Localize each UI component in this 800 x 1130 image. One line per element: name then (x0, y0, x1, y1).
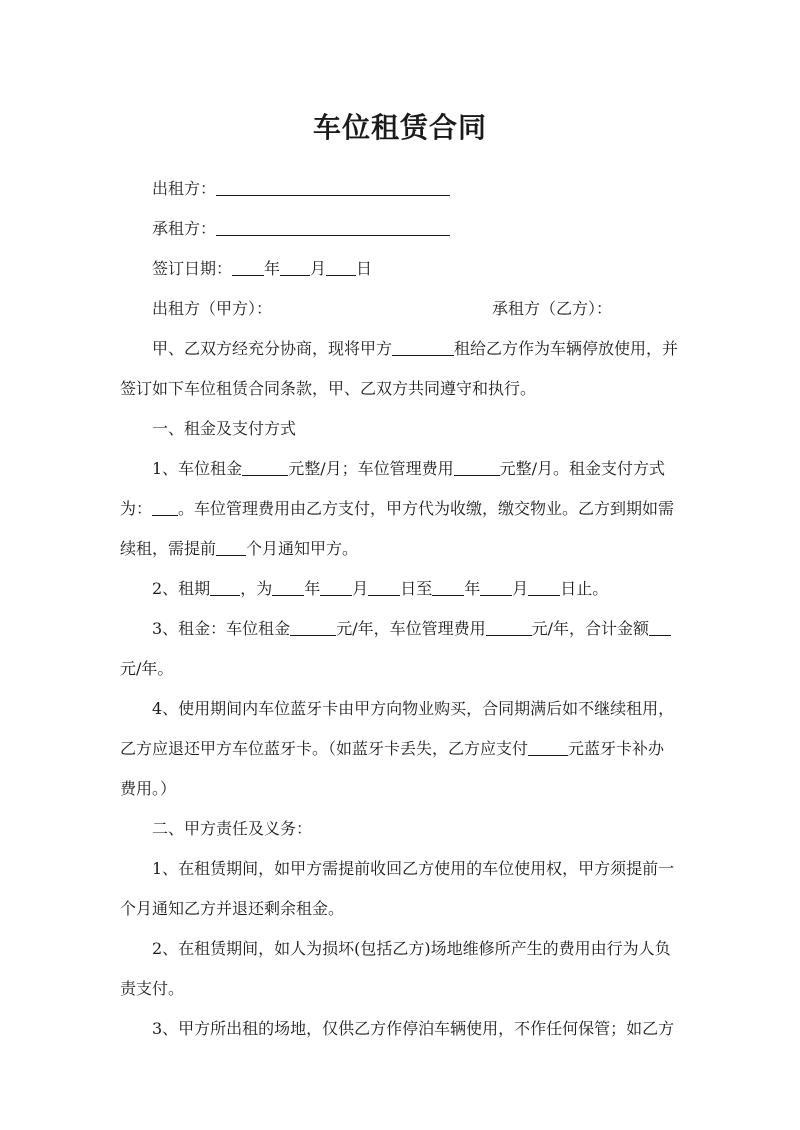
sign-date-field (152, 256, 680, 279)
clause-2-text-c: 年 (304, 579, 321, 598)
section-1-heading: 一、租金及支付方式 (152, 419, 297, 438)
year-unit: 年 (264, 259, 281, 278)
intro-text-b: 租给乙方作为车辆停放使用，并 (454, 339, 679, 358)
clause-1-line-2 (120, 496, 680, 519)
rent-year-blank[interactable] (290, 619, 336, 636)
section-2-heading: 二、甲方责任及义务： (152, 819, 313, 838)
fee-month-blank[interactable] (454, 459, 500, 476)
day-unit: 日 (356, 259, 373, 278)
clause-1-text-b: 元整/月；车位管理费用 (288, 459, 454, 478)
end-day-blank[interactable] (528, 579, 560, 596)
clause-4-text-a: 乙方应退还甲方车位蓝牙卡。（如蓝牙卡丢失，乙方应支付 (120, 739, 529, 758)
clause-2-line (152, 576, 680, 599)
end-month-blank[interactable] (480, 579, 512, 596)
clause-1-text-f: 续租，需提前 (120, 539, 217, 558)
clause-1-text-c: 元整/月。租金支付方式 (499, 459, 665, 478)
start-month-blank[interactable] (320, 579, 352, 596)
document-title: 车位租赁合同 (312, 111, 487, 144)
lessee-label: 承租方： (152, 219, 217, 238)
payment-method-blank[interactable] (152, 499, 178, 516)
clause-2-text-h: 日止。 (560, 579, 609, 598)
clause-4-line-1: 4、使用期间内车位蓝牙卡由甲方向物业购买，合同期满后如不继续租用， (152, 699, 675, 718)
lessor-field (152, 176, 680, 199)
duty-1-line-1: 1、在租赁期间，如甲方需提前收回乙方使用的车位使用权，甲方须提前一 (152, 859, 675, 878)
parties-line (152, 296, 680, 319)
month-blank[interactable] (280, 259, 310, 276)
clause-3-line-2: 元/年。 (120, 659, 174, 678)
date-label: 签订日期： (152, 259, 233, 278)
clause-2-text-f: 年 (464, 579, 481, 598)
clause-1-text-a: 1、车位租金 (152, 459, 243, 478)
clause-1-line-1 (152, 456, 680, 479)
end-year-blank[interactable] (432, 579, 464, 596)
lessee-blank[interactable] (216, 219, 450, 236)
clause-3-text-b: 元/年，车位管理费用 (336, 619, 486, 638)
clause-2-text-e: 日至 (400, 579, 433, 598)
clause-2-text-d: 月 (352, 579, 369, 598)
intro-line-1 (152, 336, 680, 359)
total-blank[interactable] (649, 619, 671, 636)
clause-1-text-d: 为： (120, 499, 153, 518)
clause-3-line-1 (152, 616, 680, 639)
lessor-label: 出租方： (152, 179, 217, 198)
clause-4-line-2 (120, 736, 680, 759)
clause-1-line-3 (120, 536, 680, 559)
intro-text-a: 甲、乙双方经充分协商，现将甲方 (152, 339, 393, 358)
start-day-blank[interactable] (368, 579, 400, 596)
year-blank[interactable] (232, 259, 264, 276)
intro-line-2: 签订如下车位租赁合同条款，甲、乙双方共同遵守和执行。 (120, 379, 537, 398)
clause-2-text-g: 月 (512, 579, 529, 598)
clause-1-text-g: 个月通知甲方。 (246, 539, 359, 558)
clause-4-text-b: 元蓝牙卡补办 (568, 739, 665, 758)
lessor-blank[interactable] (216, 179, 450, 196)
clause-3-text-c: 元/年，合计金额 (531, 619, 649, 638)
clause-4-line-3: 费用。） (120, 779, 177, 798)
parking-blank[interactable] (392, 339, 454, 356)
term-blank[interactable] (210, 579, 240, 596)
card-fee-blank[interactable] (528, 739, 568, 756)
duty-3-line-1: 3、甲方所出租的场地，仅供乙方作停泊车辆使用，不作任何保管；如乙方 (152, 1019, 675, 1038)
duty-2-line-2: 责支付。 (120, 979, 185, 998)
duty-2-line-1: 2、在租赁期间，如人为损坏(包括乙方)场地维修所产生的费用由行为人负 (152, 939, 671, 958)
clause-3-text-a: 3、租金：车位租金 (152, 619, 291, 638)
duty-1-line-2: 个月通知乙方并退还剩余租金。 (120, 899, 345, 918)
lessee-field (152, 216, 680, 239)
fee-year-blank[interactable] (486, 619, 532, 636)
rent-month-blank[interactable] (242, 459, 288, 476)
party-b-label: 承租方（乙方）： (492, 299, 613, 318)
clause-1-text-e: 。车位管理费用由乙方支付，甲方代为收缴，缴交物业。乙方到期如需 (178, 499, 675, 518)
notice-months-blank[interactable] (216, 539, 246, 556)
clause-2-text-b: ，为 (240, 579, 273, 598)
start-year-blank[interactable] (272, 579, 304, 596)
party-a-label: 出租方（甲方）： (152, 299, 273, 318)
month-unit: 月 (310, 259, 327, 278)
day-blank[interactable] (326, 259, 356, 276)
clause-2-text-a: 2、租期 (152, 579, 211, 598)
